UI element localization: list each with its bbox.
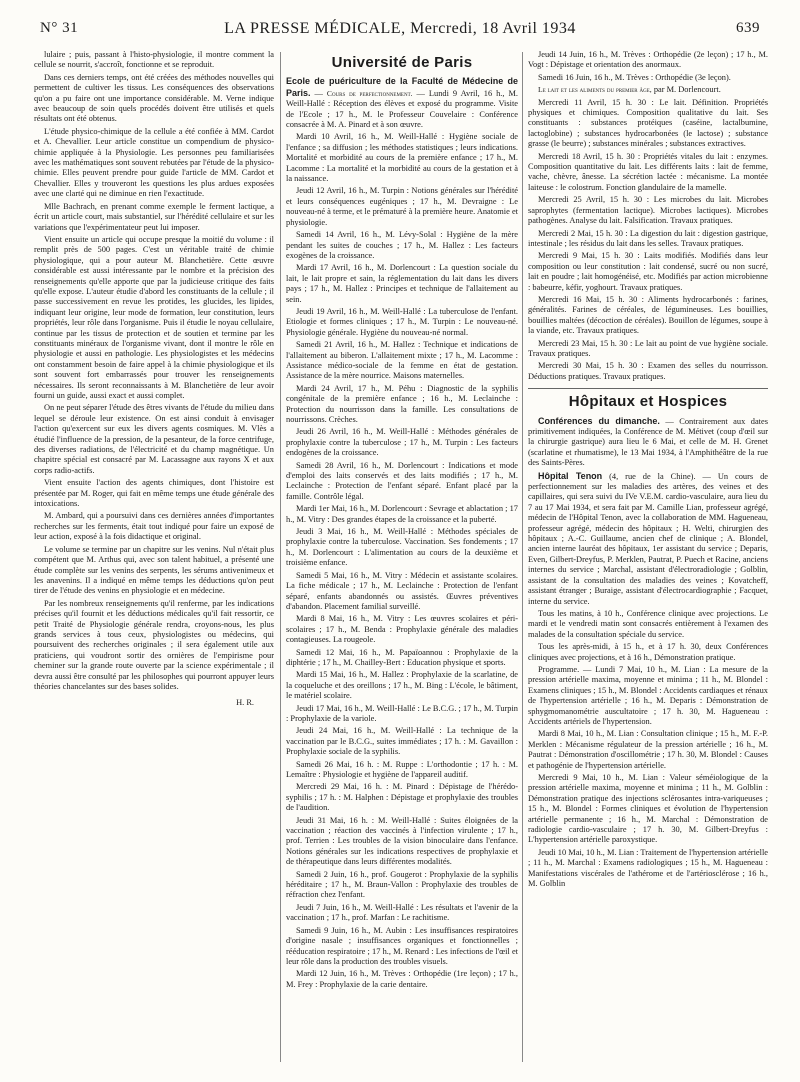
lait-heading-rest: par M. Dorlencourt. xyxy=(651,85,721,95)
paragraph: Jeudi 17 Mai, 16 h., M. Weill-Hallé : Le B.C.G. ; 17 h., M. Turpin : Prophylaxie de la variole. xyxy=(286,703,518,723)
lead-paragraph: Ecole de puériculture de la Faculté de Médecine de Paris. — Cours de perfectionnement. — Lundi 9 Avril, 16 h., M. Weill-Hallé : Réception des élèves et exposé du programme. Visite de l'Ecole ; 17 h., M. le Professeur Couvelaire : Conférence consacrée à M. A. Pinard et à son œuvre. xyxy=(286,76,518,130)
paragraph: Mardi 1er Mai, 16 h., M. Dorlencourt : Sevrage et ablactation ; 17 h., M. Vitry : Des grandes étapes de la croissance et la puberté. xyxy=(286,504,518,524)
tenon-text: (4, rue de la Chine). — Un cours de perfectionnement sur les maladies des artères, des veines et des capillaires, qui sera suivi du IVe V.E.M. cardio-vasculaire, aura lieu du 7 au 17 Mai 1934, et sera fait par M. Camille Lian, professeur agrégé, médecin de l'Hôpital Tenon, avec la collaboration de MM. Hagueneau, professeur agrégé, médecin des hôpitaux ; H. Welti, chirurgien des hôpitaux ; A.-C. Guillaume, ancien chef de clinique ; A. Blondel, ancien interne lauréat des hôpitaux, 1er assistant du service ; Deparis, Even, Gilbert-Dreyfus, P. Merklen, Pautrat, P. Puech et Racine, anciens internes du service ; Marchal, assistant d'électroradiologie ; Golblin, assistant de la consultation des maladies des veines ; Kovatcheff, assistant étranger ; Buraige, assistant d'électrocardiographie ; Facquet, interne du service. xyxy=(528,471,768,606)
paragraph: Tous les après-midi, à 15 h., et à 17 h. 30, deux Conférences cliniques avec projections, et à 16 h., Démonstration pratique. xyxy=(528,642,768,662)
paragraph: Mercredi 23 Mai, 15 h. 30 : Le lait au point de vue hygiène sociale. Travaux pratiques. xyxy=(528,338,768,358)
paragraph: Samedi 5 Mai, 16 h., M. Vitry : Médecin et assistante scolaires. La fiche médicale ; 17 h., M. Leclainche : Protection de l'enfant séparé, enfants abandonnés ou assistés. Œuvres préventives d'abandon. Placement familial surveillé. xyxy=(286,570,518,611)
paragraph: Jeudi 14 Juin, 16 h., M. Trèves : Orthopédie (2e leçon) ; 17 h., M. Vogt : Dépistage et orientation des anormaux. xyxy=(528,50,768,70)
page-number: 639 xyxy=(736,20,760,36)
section-title-universite: Université de Paris xyxy=(331,54,473,71)
tenon-paragraph xyxy=(528,471,768,607)
column-left xyxy=(34,50,274,1070)
paragraph: Mercredi 9 Mai, 10 h., M. Lian : Valeur séméiologique de la pression artérielle maxima, moyenne et minima ; 11 h., M. Golblin : Démonstration pratique des injections sclérosantes intra-variqueuses ; 15 h., M. Blondel : Formes cliniques et évolution de l'hypertension artérielle permanente ; 16 h., M. Marchal : Démonstration de radiologie cardio-vasculaire ; 17 h. 30, M. Gilbert-Dreyfus : L'hypertension artérielle paroxystique. xyxy=(528,773,768,845)
paragraph: Samedi 28 Avril, 16 h., M. Dorlencourt : Indications et mode d'emploi des laits conservés et des laits modifiés ; 17 h., M. Leclainche : Protection de l'enfant séparé. Enfant placé par la famille. Contrôle légal. xyxy=(286,460,518,501)
lead-text: — Lundi 9 Avril, 16 h., M. Weill-Hallé : Réception des élèves et exposé du programme. Visite de l'Ecole ; 17 h., M. le Professeur Couvelaire : Conférence consacrée à M. A. Pinard et à son œuvre. xyxy=(286,88,518,130)
paragraph: Dans ces derniers temps, ont été créées des méthodes nouvelles qui permettent de cultiver les tissus. Les conséquences des observations qu'on a pu faire ont une importance considérable. M. Verne indique avec beaucoup de soin quels procédés doivent être utilisés et quels résultats ont été obtenus. xyxy=(34,72,274,124)
paragraph: Jeudi 19 Avril, 16 h., M. Weill-Hallé : La tuberculose de l'enfant. Etiologie et formes cliniques ; 17 h., M. Turpin : Le nouveau-né. Physiologie générale. Hygiène du nouveau-né normal. xyxy=(286,306,518,337)
paragraph: Jeudi 26 Avril, 16 h., M. Weill-Hallé : Méthodes générales de prophylaxie contre la tuberculose ; 17 h., M. Turpin : Les facteurs endogènes de la croissance. xyxy=(286,427,518,458)
conferences-bold: Conférences du dimanche. xyxy=(538,415,660,426)
paragraph: Mardi 24 Avril, 17 h., M. Péhu : Diagnostic de la syphilis congénitale de la première enfance ; 16 h., M. Leclainche : Protection du nourrisson dans la famille. Les consultations de nourrissons. Crèches. xyxy=(286,383,518,424)
paragraph: Mardi 12 Juin, 16 h., M. Trèves : Orthopédie (1re leçon) ; 17 h., M. Frey : Prophylaxie de la carie dentaire. xyxy=(286,969,518,989)
paragraph: Tous les matins, à 10 h., Conférence clinique avec projections. Le mardi et le vendredi matin sont consacrés entièrement à l'examen des malades de la consultation spéciale du service. xyxy=(528,608,768,639)
paragraph: Mardi 15 Mai, 16 h., M. Hallez : Prophylaxie de la scarlatine, de la coqueluche et des oreillons ; 17 h., M. Bing : L'école, le bâtiment, le matériel scolaire. xyxy=(286,670,518,701)
page-header xyxy=(40,16,760,44)
paragraph: Mercredi 30 Mai, 15 h. 30 : Examen des selles du nourrisson. Déductions pratiques. Travaux pratiques. xyxy=(528,361,768,381)
paragraph: Le volume se termine par un chapitre sur les venins. Nul n'était plus compétent que M. Arthus qui, avec son talent habituel, a présenté une étude complète sur les venins des serpents, les sérums antivenimeux et les anavenins. Il a indiqué en même temps les déductions qu'on peut tirer de l'étude des venins en physiologie et en médecine. xyxy=(34,544,274,596)
paragraph: Samedi 26 Mai, 16 h. : M. Ruppe : L'orthodontie ; 17 h. : M. Lemaître : Physiologie et hygiène de l'appareil auditif. xyxy=(286,759,518,779)
paragraph: Mercredi 2 Mai, 15 h. 30 : La digestion du lait : digestion gastrique, intestinale ; les résidus du lait dans les selles. Travaux pratiques. xyxy=(528,228,768,248)
paragraph: Samedi 2 Juin, 16 h., prof. Gougerot : Prophylaxie de la syphilis héréditaire ; 17 h., M. Braun-Vallon : Prophylaxie des troubles de réfraction chez l'enfant. xyxy=(286,869,518,900)
paragraph: Jeudi 3 Mai, 16 h., M. Weill-Hallé : Méthodes spéciales de prophylaxie contre la tuberculose. Vaccination. Ses fondements ; 17 h., M. Dorlencourt : L'alimentation au cours de la deuxième et troisième enfance. xyxy=(286,527,518,568)
paragraph: Par les nombreux renseignements qu'il renferme, par les indications précises qu'il fournit et les déductions médicales qu'il fait ressortir, ce petit Traité de Physiologie générale rendra, croyons-nous, les plus grands services à tous ceux, physiologistes ou médecins, qui poursuivent des recherches originales ; il sera également utile aux praticiens, qui voudront sortir des ornières de l'empirisme pour cheminer sur la grande route ouverte par la science expérimentale ; il devra aussi être consulté par les philosophes qui pourront appuyer leurs théories chancelantes sur des bases solides. xyxy=(34,598,274,691)
paragraph: Jeudi 12 Avril, 16 h., M. Turpin : Notions générales sur l'hérédité et leurs conséquences eugéniques ; 17 h., M. Devraigne : Le nouveau-né à terme, et le prématuré à la première heure. Anatomie et physiologie. xyxy=(286,186,518,227)
column-divider-right xyxy=(522,52,523,1062)
issue-number: N° 31 xyxy=(40,20,79,36)
paragraph: Mercredi 11 Avril, 15 h. 30 : Le lait. Définition. Propriétés physiques et chimiques. Composition qualitative du lait. Ses constituants : substances protéiques (caséine, lactalbumine, lactoglobine) ; substances hydrocarbonées (le lactose) ; substance grasse (le beurre) ; substances minérales ; substances extractives. xyxy=(528,97,768,149)
journal-title: LA PRESSE MÉDICALE, Mercredi, 18 Avril 1934 xyxy=(224,20,576,37)
section-title-hopitaux: Hôpitaux et Hospices xyxy=(568,393,728,411)
paragraph: Samedi 12 Mai, 16 h., M. Papaïoannou : Prophylaxie de la diphtérie ; 17 h., M. Chailley-Bert : Education physique et sports. xyxy=(286,647,518,667)
paragraph: Jeudi 10 Mai, 10 h., M. Lian : Traitement de l'hypertension artérielle ; 11 h., M. Marchal : Examens radiologiques ; 15 h., M. Hagueneau : Manifestations viscérales de l'athérome et de l'artériosclérose ; 16 h., M. Golblin xyxy=(528,847,768,889)
tenon-bold: Hôpital Tenon xyxy=(538,470,603,481)
paragraph: Samedi 9 Juin, 16 h., M. Aubin : Les insuffisances respiratoires d'origine nasale ; insuffisances organiques et fonctionnelles ; rééducation respiratoire ; 17 h., M. Renard : Les infections de l'œil et leur rôle dans la production des troubles visuels. xyxy=(286,925,518,966)
paragraph: Mardi 17 Avril, 16 h., M. Dorlencourt : La question sociale du lait, le lait propre et sain, la réglementation du lait dans les divers pays ; 17 h., M. Hallez : Principes et technique de l'allaitement au sein. xyxy=(286,263,518,304)
paragraph: lulaire ; puis, passant à l'histo-physiologie, il montre comment la cellule se nourrit, s'accroît, fonctionne et se reproduit. xyxy=(34,50,274,70)
paragraph: M. Ambard, qui a poursuivi dans ces dernières années d'importantes recherches sur les ferments, était tout indiqué pour faire un exposé de leur action, exposé à la fois didactique et original. xyxy=(34,511,274,542)
paragraph: Jeudi 7 Juin, 16 h., M. Weill-Hallé : Les résultats et l'avenir de la vaccination ; 17 h., prof. Marfan : Le rachitisme. xyxy=(286,902,518,923)
column-divider-left xyxy=(280,52,281,1062)
paragraph: Mlle Bachrach, en prenant comme exemple le ferment lactique, a écrit un article court, mais substantiel, sur l'hérédité cellulaire et sur les variations que l'expérimentateur peut lui imposer. xyxy=(34,201,274,232)
conferences-text: — Contrairement aux dates primitivement indiquées, la Conférence de M. Métivet (coup d'œil sur la chirurgie gastrique) aura lieu le 6 Mai, et celle de M. H. Grenet (scarlatine et rhumatisme), le 13 Mai 1934, à l'Amphithéâtre de la rue des Saints-Pères. xyxy=(528,416,768,468)
column-right xyxy=(528,50,768,1070)
paragraph: Mercredi 29 Mai, 16 h. : M. Pinard : Dépistage de l'hérédo-syphilis ; 17 h. : M. Halphen : Dépistage et prophylaxie des troubles de l'audition. xyxy=(286,782,518,813)
lait-heading-caps: Le lait et les aliments du premier âge, xyxy=(538,85,652,95)
lait-heading xyxy=(528,85,768,95)
signature: H. R. xyxy=(236,698,254,708)
paragraph: Vient ensuite un article qui occupe presque la moitié du volume : il remplit près de 500 pages. C'est un véritable traité de chimie physiologique, qui a pour auteur M. Blanchetière. Cette œuvre considérable est aussi intéressante par le nombre et la précision des renseignements qu'elle apporte que par la judicieuse critique des faits qu'elle expose. L'auteur étudie d'abord les constituants de la cellule ; il passe successivement en revue les protides, les glucides, les lipides, indiquant leur origine, leur mode de formation, leur constitution, leurs propriétés, leur rôle dans l'organisme. Puis il étudie le noyau cellulaire, continue par les tissus de protection et de soutien et termine par les constituants minéraux de l'organisme vivant, dont il montre le rôle en physiologie et aussi en pathologie. Les physiologistes et les médecins ont constamment besoin de faire appel à la chimie physiologique et ils sont souvent fort embarrassés pour trouver les renseignements nécessaires. Ils seront reconnaissants à M. Blanchetière de leur avoir fourni un guide, aussi exact et aussi complet. xyxy=(34,234,274,400)
lead-caps: Cours de perfectionnement. xyxy=(326,88,413,98)
paragraph: On ne peut séparer l'étude des êtres vivants de l'étude du milieu dans lequel se déroule leur existence. On est ainsi conduit à envisager l'action qu'exercent sur eux les divers agents cosmiques. M. Vlès a étudié l'influence de la pression, de la pesanteur, de la force centrifuge, des diverses radiations, de l'électricité et du champ magnétique. Un chapitre spécial est consacré par M. Lacassagne aux rayons X et aux corps radio-actifs. xyxy=(34,403,274,475)
paragraph: Mercredi 25 Avril, 15 h. 30 : Les microbes du lait. Microbes saprophytes (fermentation lactique). Microbes lactiques). Microbes pathogènes. Analyse du lait. Falsification. Travaux pratiques. xyxy=(528,195,768,226)
paragraph: Mercredi 9 Mai, 15 h. 30 : Laits modifiés. Modifiés dans leur composition ou leur constitution : lait condensé, sucré ou non sucré, lait en poudre ; lait homogénéisé, etc. Modifiés par action microbienne : babeurre, kéfir, yoghourt. Travaux pratiques. xyxy=(528,251,768,292)
paragraph: Samedi 16 Juin, 16 h., M. Trèves : Orthopédie (3e leçon). xyxy=(538,72,731,82)
course-schedule xyxy=(286,132,518,990)
paragraph: Mardi 10 Avril, 16 h., M. Weill-Hallé : Hygiène sociale de l'enfance ; sa diffusion ; les méthodes statistiques ; leurs indications. Mortalité et morbidité au cours de la première enfance ; 17 h., M. Lacomme : La mortalité et la morbidité au cours de la gestation et à la naissance. xyxy=(286,132,518,184)
paragraph: Samedi 21 Avril, 16 h., M. Hallez : Technique et indications de l'allaitement au biberon. L'allaitement mixte ; 17 h., M. Lacomme : Assistance médico-sociale de la femme en état de gestation. Assistance de la mère nourrice. Maisons maternelles. xyxy=(286,340,518,381)
paragraph: Mercredi 18 Avril, 15 h. 30 : Propriétés vitales du lait : enzymes. Composition quantitative du lait. Les différents laits : lait de femme, vache, chèvre, ânesse. La sécrétion lactée : mécanisme. La montée laiteuse : le colostrum. Fonction glandulaire de la mamelle. xyxy=(528,151,768,192)
paragraph: Mercredi 16 Mai, 15 h. 30 : Aliments hydrocarbonés : farines, généralités. Farines de céréales, de légumineuses. Les bouillies, bouillies maltées (décoction de céréales). Bouillon de légumes, soupe à la viande, etc. Travaux pratiques. xyxy=(528,294,768,336)
tenon-schedule xyxy=(528,609,768,890)
lead-bold: Ecole de puériculture de la Faculté de Médecine de Paris. xyxy=(286,76,518,98)
paragraph: Vient ensuite l'action des agents chimiques, dont l'histoire est présentée par M. Roger, qui fait en même temps une étude générale des intoxications. xyxy=(34,478,274,509)
paragraph: Programme. — Lundi 7 Mai, 10 h., M. Lian : La mesure de la pression artérielle maxima, moyenne et minima ; 11 h., M. Blondel : Examens cliniques ; 15 h., M. Blondel : Accidents cardiaques et rénaux de l'hypertension artérielle ; 16 h., M. Deparis : Démonstration de sphygmomanométrie auscultatoire ; 17 h. 30, M. Hagueneau : Accidents artériels de l'hypertension. xyxy=(528,664,768,726)
paragraph: Jeudi 24 Mai, 16 h., M. Weill-Hallé : La technique de la vaccination par le B.C.G., suites immédiates ; 17 h. : M. Gavaillon : Prophylaxie sociale de la syphilis. xyxy=(286,726,518,757)
lait-schedule xyxy=(528,98,768,383)
schedule-continued xyxy=(528,50,768,83)
column-middle xyxy=(286,50,518,1070)
paragraph: Samedi 14 Avril, 16 h., M. Lévy-Solal : Hygiène de la mère pendant les suites de couches ; 17 h., M. Hallez : Les facteurs exogènes de la croissance. xyxy=(286,230,518,260)
conferences-paragraph xyxy=(528,416,768,469)
paragraph: L'étude physico-chimique de la cellule a été confiée à MM. Cardot et A. Chevallier. Leur article constitue un compendium de physico-chimie appliquée à la Physiologie. Les personnes peu familiarisées avec les mathématiques sont souvent rebutées par l'étude de la physico-chimie. Elles peuvent prendre pour guide l'article de MM. Cardot et Chevallier. Elles y trouveront les questions les plus ardues exposées avec une clarté qui ne diminue en rien l'exactitude. xyxy=(34,126,274,199)
paragraph: Mardi 8 Mai, 16 h., M. Vitry : Les œuvres scolaires et péri-scolaires ; 17 h., M. Benda : Prophylaxie générale des maladies contagieuses. La rougeole. xyxy=(286,614,518,645)
review-paragraphs xyxy=(34,50,274,692)
paragraph: Jeudi 31 Mai, 16 h. : M. Weill-Hallé : Suites éloignées de la vaccination ; réaction des vaccinés à l'infection virulente ; 17 h., prof. Terrien : Les troubles de la vision binoculaire dans l'enfance. Notions générales sur les indications respectives de prophylaxie et de thérapeutique dans leurs différentes modalités. xyxy=(286,815,518,867)
section-divider xyxy=(528,388,768,389)
paragraph: Mardi 8 Mai, 10 h., M. Lian : Consultation clinique ; 15 h., M. F.-P. Merklen : Mécanisme régulateur de la pression artérielle ; 16 h., M. Pautrat : Démonstration d'oscillométrie ; 17 h. 30, M. Blondel : Causes et pathogénie de l'hypertension artérielle. xyxy=(528,729,768,770)
